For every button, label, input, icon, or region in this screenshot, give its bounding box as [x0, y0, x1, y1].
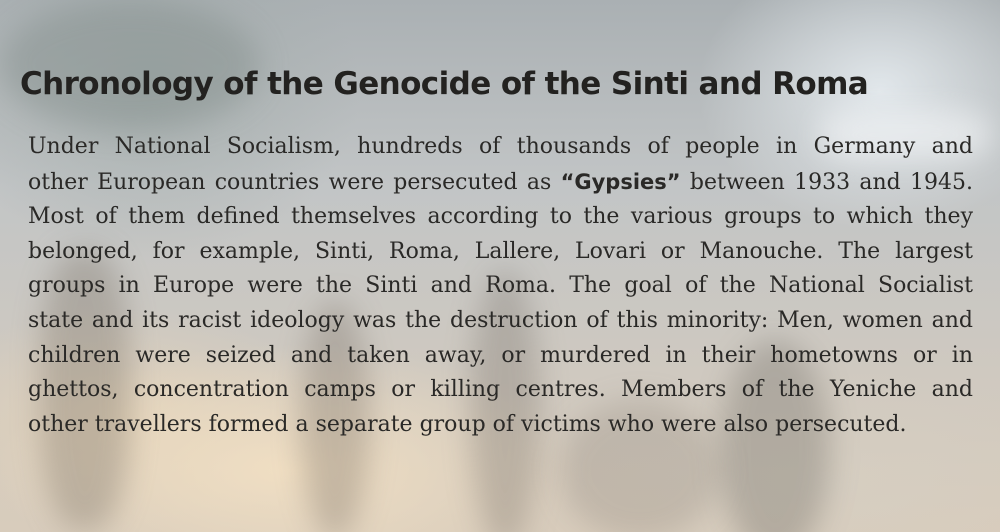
paragraph-line — [28, 165, 973, 201]
paragraph-text: between 1933 and 1945. — [680, 169, 974, 195]
paragraph-line: state and its racist ideology was the destruction of this minority: Men, women and — [28, 307, 973, 333]
paragraph-line: children were seized and taken away, or murdered in their hometowns or in — [28, 342, 973, 368]
paragraph-line: groups in Europe were the Sinti and Roma. The goal of the National Socialist — [28, 273, 973, 299]
paragraph-line: Under National Socialism, hundreds of thousands of people in Germany and — [28, 134, 973, 159]
background-reflection — [0, 0, 260, 130]
paragraph-line: other travellers formed a separate group of victims who were also persecuted. — [28, 411, 907, 437]
paragraph-line: Most of them defined themselves according to the various groups to which they — [28, 204, 973, 230]
paragraph-line: ghettos, concentration camps or killing centres. Members of the Yeniche and — [28, 377, 973, 403]
emphasized-term: “Gypsies” — [560, 169, 681, 194]
panel-paragraph — [28, 130, 973, 442]
paragraph-line: belonged, for example, Sinti, Roma, Lallere, Lovari or Manouche. The largest — [28, 238, 973, 264]
paragraph-text: other European countries were persecuted as — [28, 169, 561, 195]
panel-title: Chronology of the Genocide of the Sinti and Roma — [20, 66, 869, 102]
